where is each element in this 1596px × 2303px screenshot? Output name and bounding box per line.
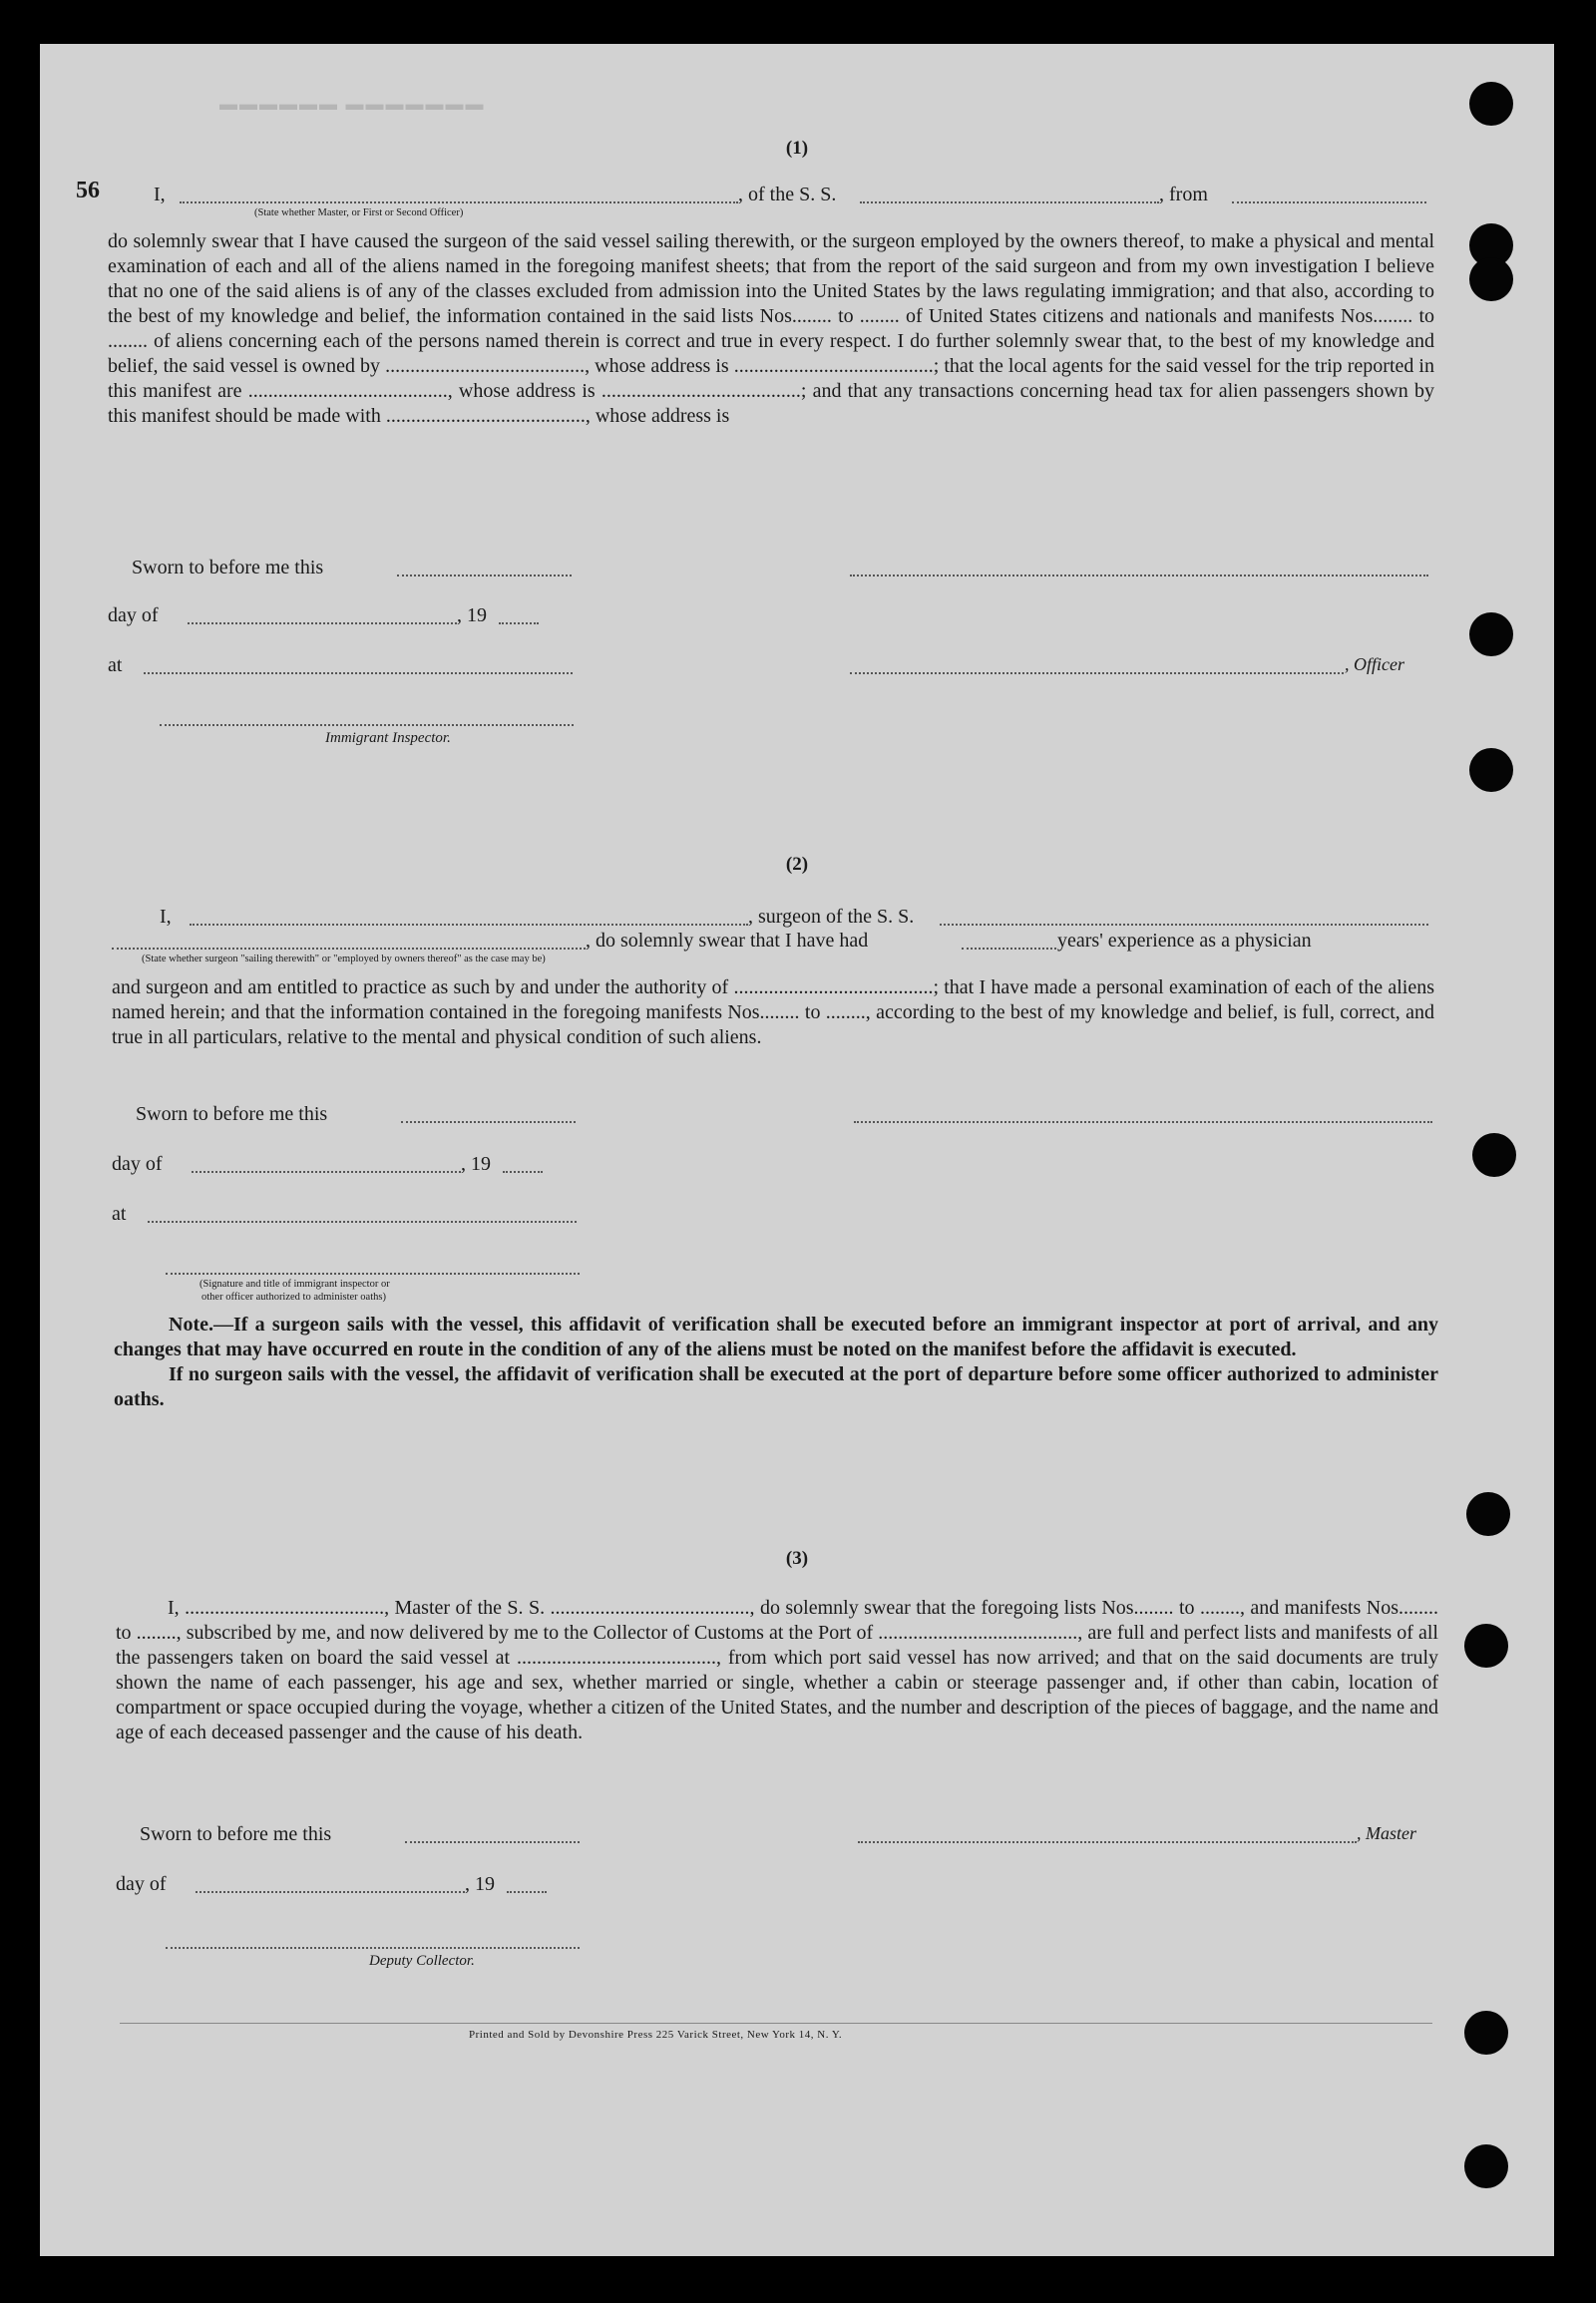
s2-surgeon-of: , surgeon of the S. S. [748,906,915,928]
s2-body [112,975,1434,1050]
s3-body-text: I, ........................................, Master of the S. S. ........................................, do solemnly swear that the foregoing lists Nos........ to ........, and manifests Nos........ to ........, subscribed by me, and now delivered by me to the Collector of Customs at the Port of ........................................, are full and perfect lists and manifests of all the passengers taken on board the said vessel at ........................................, from which port said vessel has now arrived; and that on the said documents are truly shown the name of each passenger, his age and sex, whether married or single, whether a cabin or steerage passenger and, if other than cabin, location of compartment or space occupied during the voyage, whether a citizen of the United States, and the number and description of the pieces of baggage, and the name and age of each deceased passenger and the cause of his death. [116,1597,1438,1743]
s3-master-field[interactable] [858,1841,1357,1843]
s2-day-field[interactable] [192,1171,461,1173]
s1-at: at [108,654,123,676]
s1-from-field[interactable] [1232,201,1426,203]
s2-note-1: Note.—If a surgeon sails with the vessel, this affidavit of verification shall be executed before an immigrant inspector at port of arrival, and any changes that may have occurred en route in the condition of any of the aliens must be noted on the manifest before the affidavit is executed. [114,1314,1438,1360]
s1-sworn-field[interactable] [397,575,572,576]
s2-sworn-field[interactable] [401,1121,576,1123]
s2-year-field[interactable] [503,1171,543,1173]
s1-line-i: I, [154,184,166,205]
section-1-number: (1) [785,138,809,159]
s2-day-of: day of [112,1153,163,1175]
s1-body-text: do solemnly swear that I have caused the surgeon of the said vessel sailing therewith, or the surgeon employed by the owners thereof, to make a physical and mental examination of each and all of the aliens named in the foregoing manifest sheets; that from the report of the said surgeon and from my own investigation I believe that no one of the said aliens is of any of the classes excluded from admission into the United States by the laws regulating immigration; and that also, according to the best of my knowledge and belief, the information contained in the said lists Nos........ to ........ of United States citizens and nationals and manifests Nos........ to ........ of aliens concerning each of the persons named therein is correct and true in every respect. I do further solemnly swear that, to the best of my knowledge and belief, the said vessel is owned by ........................................, whose address is ........................................; that the local agents for the said vessel for the trip reported in this manifest are ........................................, whose address is ........................................; and that any transactions concerning head tax for alien passengers shown by this manifest should be made with ........................................, whose address is [108,230,1434,427]
s3-year: , 19 [465,1873,495,1895]
s3-year-field[interactable] [507,1891,547,1893]
binder-hole [1466,1492,1510,1536]
s1-name-field[interactable] [180,201,738,203]
s2-body-text: and surgeon and am entitled to practice as such by and under the authority of ........................................; that I have made a personal examination of each of the aliens named herein; and that the information contained in the foregoing manifests Nos........ to ........, according to the best of my knowledge and belief, is full, correct, and true in all particulars, relative to the mental and physical condition of such aliens. [112,976,1434,1048]
s3-deputy: Deputy Collector. [369,1953,475,1969]
s1-of-the-ss: , of the S. S. [738,184,837,205]
s3-master: , Master [1357,1823,1416,1843]
s1-officer-field[interactable] [850,672,1344,674]
s2-swear-line: , do solemnly swear that I have had [586,930,869,952]
s2-at: at [112,1203,127,1225]
s1-signature-field[interactable] [850,575,1428,576]
s1-at-field[interactable] [144,672,573,674]
s2-status-field[interactable] [112,948,586,950]
s2-vessel-field[interactable] [940,924,1428,926]
binder-hole [1469,257,1513,301]
s2-year: , 19 [461,1153,491,1175]
binder-hole [1464,2011,1508,2055]
binder-hole [1469,82,1513,126]
binder-hole [1469,612,1513,656]
s1-inspector: Immigrant Inspector. [325,730,451,746]
s2-signature-title-field[interactable] [166,1273,580,1275]
s3-day-of: day of [116,1873,167,1895]
s2-signature-caption-1: (Signature and title of immigrant inspector or [200,1279,390,1290]
s1-vessel-field[interactable] [860,201,1159,203]
s2-signature-caption-2: other officer authorized to administer oaths) [201,1292,386,1303]
s2-years-field[interactable] [962,948,1056,950]
s1-day-field[interactable] [188,622,457,624]
s3-sworn: Sworn to before me this [140,1823,332,1845]
s3-day-field[interactable] [196,1891,465,1893]
binder-hole [1472,1133,1516,1177]
footer-rule [120,2023,1432,2024]
s3-deputy-field[interactable] [166,1947,580,1949]
binder-hole [1464,2144,1508,2188]
s1-inspector-field[interactable] [160,724,574,726]
binder-hole [1464,1624,1508,1668]
s3-sworn-field[interactable] [405,1841,580,1843]
s1-year: , 19 [457,604,487,626]
s1-body [108,229,1434,429]
s1-state-whether-caption: (State whether Master, or First or Second Officer) [254,207,464,218]
footer-printer: Printed and Sold by Devonshire Press 225 Varick Street, New York 14, N. Y. [469,2029,843,2041]
section-3-number: (3) [785,1548,809,1569]
s2-note [114,1313,1438,1412]
bleed-through-text: ▬▬▬▬▬▬ ▬▬▬▬▬▬▬ [219,94,486,114]
s1-officer: , Officer [1345,654,1404,674]
s3-body [116,1596,1438,1745]
binder-hole [1469,748,1513,792]
margin-mark: 56 [76,178,100,203]
s2-state-whether-caption: (State whether surgeon "sailing therewith" or "employed by owners thereof" as the case may be) [142,954,546,964]
s2-years-exp: years' experience as a physician [1057,930,1312,952]
s1-year-field[interactable] [499,622,539,624]
form-page [40,44,1554,2256]
section-2-number: (2) [785,854,809,875]
s2-line-i: I, [160,906,172,928]
s2-at-field[interactable] [148,1221,577,1223]
s2-sworn: Sworn to before me this [136,1103,328,1125]
s1-day-of: day of [108,604,159,626]
s2-name-field[interactable] [190,924,748,926]
s2-note-2: If no surgeon sails with the vessel, the affidavit of verification shall be executed at the port of departure before some officer authorized to administer oaths. [114,1363,1438,1410]
s1-from: , from [1159,184,1208,205]
s2-signature-field[interactable] [854,1121,1432,1123]
s1-sworn: Sworn to before me this [132,557,324,578]
